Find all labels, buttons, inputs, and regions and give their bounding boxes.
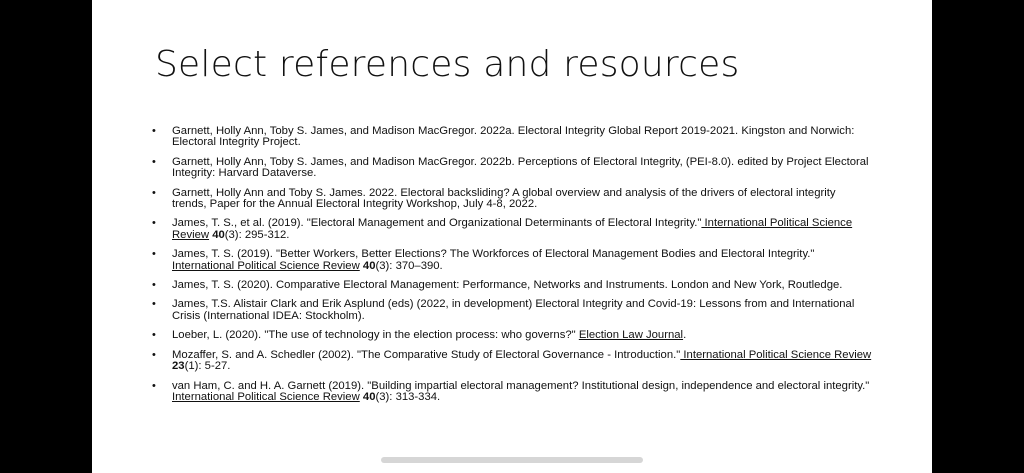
presentation-slide <box>92 0 932 473</box>
slide-title: Select references and resources <box>155 44 740 85</box>
reference-text: Garnett, Holly Ann, Toby S. James, and Madison MacGregor. 2022a. Electoral Integrity Global Report 2019-2021. Kingston and Norwich: Electoral Integrity Project. <box>172 125 855 149</box>
reference-text: van Ham, C. and H. A. Garnett (2019). "Building impartial electoral management? Institutional design, independence and electoral integrity." <box>172 379 870 392</box>
journal-link[interactable]: Election Law Journal <box>578 329 684 342</box>
reference-text: Garnett, Holly Ann, Toby S. James, and Madison MacGregor. 2022b. Perceptions of Electoral Integrity, (PEI-8.0). edited by Project Electoral Integrity: Harvard Dataverse. <box>172 155 869 180</box>
bullet-icon: • <box>152 125 156 137</box>
reference-item <box>152 299 872 322</box>
reference-text: (1): 5-27. <box>184 360 231 373</box>
bullet-icon: • <box>152 248 156 261</box>
journal-link[interactable]: International Political Science Review <box>172 390 360 403</box>
reference-text: James, T. S. (2020). Comparative Electoral Management: Performance, Networks and Instruments. London and New York, Routledge. <box>172 279 843 292</box>
reference-item <box>152 330 872 341</box>
volume-number: 40 <box>362 259 376 272</box>
reference-item <box>152 350 872 373</box>
journal-link[interactable]: International Political Science Review <box>172 259 360 272</box>
bullet-icon: • <box>152 348 156 361</box>
reference-text: . <box>683 329 687 342</box>
reference-text: (3): 370–390. <box>375 259 443 272</box>
reference-text: James, T. S., et al. (2019). "Electoral Management and Organizational Determinants of Electoral Integrity." <box>172 217 702 230</box>
reference-text: (3): 295-312. <box>224 228 290 241</box>
volume-number: 23 <box>172 360 185 373</box>
reference-list <box>152 126 872 411</box>
reference-item <box>152 280 872 291</box>
reference-item <box>152 249 872 272</box>
bullet-icon: • <box>152 329 156 342</box>
reference-text: (3): 313-334. <box>375 390 441 403</box>
reference-text: Mozaffer, S. and A. Schedler (2002). "The Comparative Study of Electoral Governance - Introduction." <box>172 348 681 361</box>
bullet-icon: • <box>152 217 156 230</box>
reference-item <box>152 381 872 404</box>
reference-item <box>152 157 872 180</box>
bullet-icon: • <box>152 186 156 199</box>
bullet-icon: • <box>152 155 156 168</box>
volume-number: 40 <box>212 228 225 241</box>
volume-number: 40 <box>362 390 376 403</box>
reference-item <box>152 188 872 211</box>
home-indicator-bar[interactable] <box>381 457 643 463</box>
reference-item <box>152 218 872 241</box>
reference-text: Garnett, Holly Ann and Toby S. James. 2022. Electoral backsliding? A global overview and analysis of the drivers of electoral integrity trends, Paper for the Annual Electoral Integrity Workshop, July 4-8, 2022. <box>172 186 836 211</box>
journal-link[interactable]: International Political Science Review <box>680 348 872 361</box>
bullet-icon: • <box>152 298 156 311</box>
reference-text: James, T.S. Alistair Clark and Erik Asplund (eds) (2022, in development) Electoral Integrity and Covid-19: Lessons from and International Crisis (International IDEA: Stockholm). <box>172 298 855 322</box>
bullet-icon: • <box>152 279 156 292</box>
reference-text: Loeber, L. (2020). "The use of technology in the election process: who governs?" <box>172 329 579 342</box>
bullet-icon: • <box>152 379 156 392</box>
reference-text: James, T. S. (2019). "Better Workers, Better Elections? The Workforces of Electoral Management Bodies and Electoral Integrity." <box>172 248 815 261</box>
reference-item <box>152 126 872 149</box>
journal-link[interactable]: International Political Science Review <box>172 217 853 241</box>
